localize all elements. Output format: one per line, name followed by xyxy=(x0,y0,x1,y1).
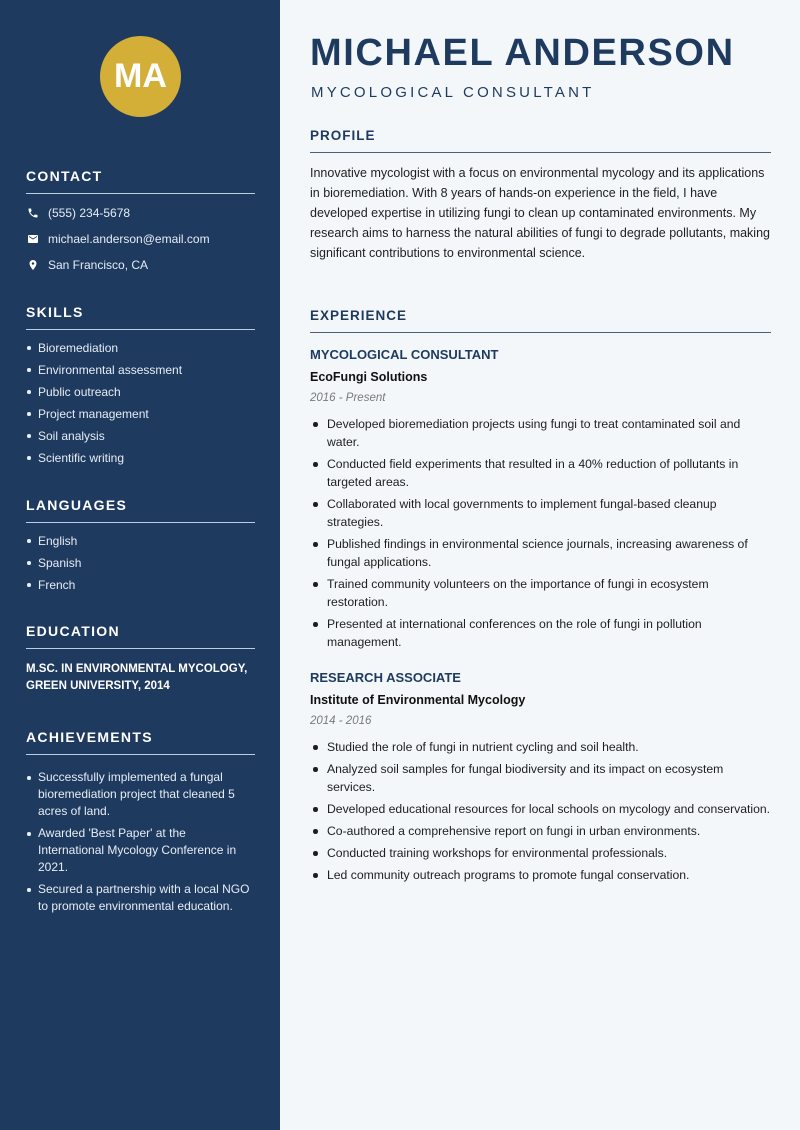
skills-heading: SKILLS xyxy=(26,304,255,330)
job-role: RESEARCH ASSOCIATE xyxy=(310,670,461,685)
job-entry xyxy=(310,347,771,655)
avatar-initials: MA xyxy=(114,57,167,95)
job-bullet: Conducted training workshops for environmental professionals. xyxy=(310,844,771,862)
job-dates: 2016 - Present xyxy=(310,392,386,404)
achievements-section xyxy=(26,729,255,920)
language-item: French xyxy=(26,578,255,592)
education-section xyxy=(26,623,255,694)
job-company: Institute of Environmental Mycology xyxy=(310,693,526,707)
languages-section xyxy=(26,497,255,600)
achievement-item: Successfully implemented a fungal bioremediation project that cleaned 5 acres of land. xyxy=(26,769,255,820)
languages-heading: LANGUAGES xyxy=(26,497,255,523)
achievement-item: Secured a partnership with a local NGO to promote environmental education. xyxy=(26,881,255,915)
experience-section xyxy=(310,308,771,333)
contact-phone xyxy=(26,205,255,221)
candidate-name: MICHAEL ANDERSON xyxy=(310,32,735,74)
achievement-item: Awarded 'Best Paper' at the International Mycology Conference in 2021. xyxy=(26,825,255,876)
skills-section xyxy=(26,304,255,473)
location-text: San Francisco, CA xyxy=(48,258,149,272)
job-bullet: Trained community volunteers on the importance of fungi in ecosystem restoration. xyxy=(310,575,771,611)
phone-icon xyxy=(26,207,39,220)
job-bullet: Published findings in environmental science journals, increasing awareness of fungal applications. xyxy=(310,535,771,571)
job-dates: 2014 - 2016 xyxy=(310,715,372,727)
job-bullet: Studied the role of fungi in nutrient cycling and soil health. xyxy=(310,738,771,756)
job-bullet: Presented at international conferences on the role of fungi in pollution management. xyxy=(310,615,771,651)
education-heading: EDUCATION xyxy=(26,623,255,649)
achievements-heading: ACHIEVEMENTS xyxy=(26,729,255,755)
job-bullet: Collaborated with local governments to implement fungal-based cleanup strategies. xyxy=(310,495,771,531)
skills-list xyxy=(26,341,255,465)
language-item: Spanish xyxy=(26,556,255,570)
profile-text: Innovative mycologist with a focus on environmental mycology and its applications in bioremediation. With 8 years of hands-on experience in the field, I have developed expertise in utilizing fungi to clean up contaminated environments. My research aims to harness the natural abilities of fungi to degrade pollutants, making significant contributions to environmental science. xyxy=(310,166,770,260)
email-icon xyxy=(26,233,39,246)
contact-section xyxy=(26,168,255,273)
contact-location xyxy=(26,257,255,273)
job-bullet: Analyzed soil samples for fungal biodiversity and its impact on ecosystem services. xyxy=(310,760,771,796)
job-company: EcoFungi Solutions xyxy=(310,370,428,384)
job-role: MYCOLOGICAL CONSULTANT xyxy=(310,347,499,362)
skill-item: Environmental assessment xyxy=(26,363,255,377)
phone-text: (555) 234-5678 xyxy=(48,206,131,220)
job-entry xyxy=(310,670,771,888)
skill-item: Soil analysis xyxy=(26,429,255,443)
profile-heading: PROFILE xyxy=(310,128,771,153)
job-bullets xyxy=(310,738,771,884)
job-bullet: Led community outreach programs to promote fungal conservation. xyxy=(310,866,771,884)
achievements-list xyxy=(26,769,255,915)
job-bullet: Developed bioremediation projects using fungi to treat contaminated soil and water. xyxy=(310,415,771,451)
skill-item: Public outreach xyxy=(26,385,255,399)
skill-item: Project management xyxy=(26,407,255,421)
job-bullet: Co-authored a comprehensive report on fungi in urban environments. xyxy=(310,822,771,840)
contact-email xyxy=(26,231,255,247)
avatar xyxy=(100,36,181,117)
location-icon xyxy=(26,259,39,272)
main-content xyxy=(280,0,800,1130)
job-bullet: Developed educational resources for local schools on mycology and conservation. xyxy=(310,800,771,818)
experience-heading: EXPERIENCE xyxy=(310,308,771,333)
education-degree: M.SC. IN ENVIRONMENTAL MYCOLOGY, GREEN UNIVERSITY, 2014 xyxy=(26,663,248,692)
contact-heading: CONTACT xyxy=(26,168,255,194)
skill-item: Scientific writing xyxy=(26,451,255,465)
profile-section xyxy=(310,128,771,263)
sidebar xyxy=(0,0,280,1130)
skill-item: Bioremediation xyxy=(26,341,255,355)
candidate-title: MYCOLOGICAL CONSULTANT xyxy=(311,84,595,101)
job-bullet: Conducted field experiments that resulted in a 40% reduction of pollutants in targeted areas. xyxy=(310,455,771,491)
languages-list xyxy=(26,534,255,592)
email-text: michael.anderson@email.com xyxy=(48,232,210,246)
language-item: English xyxy=(26,534,255,548)
job-bullets xyxy=(310,415,771,651)
